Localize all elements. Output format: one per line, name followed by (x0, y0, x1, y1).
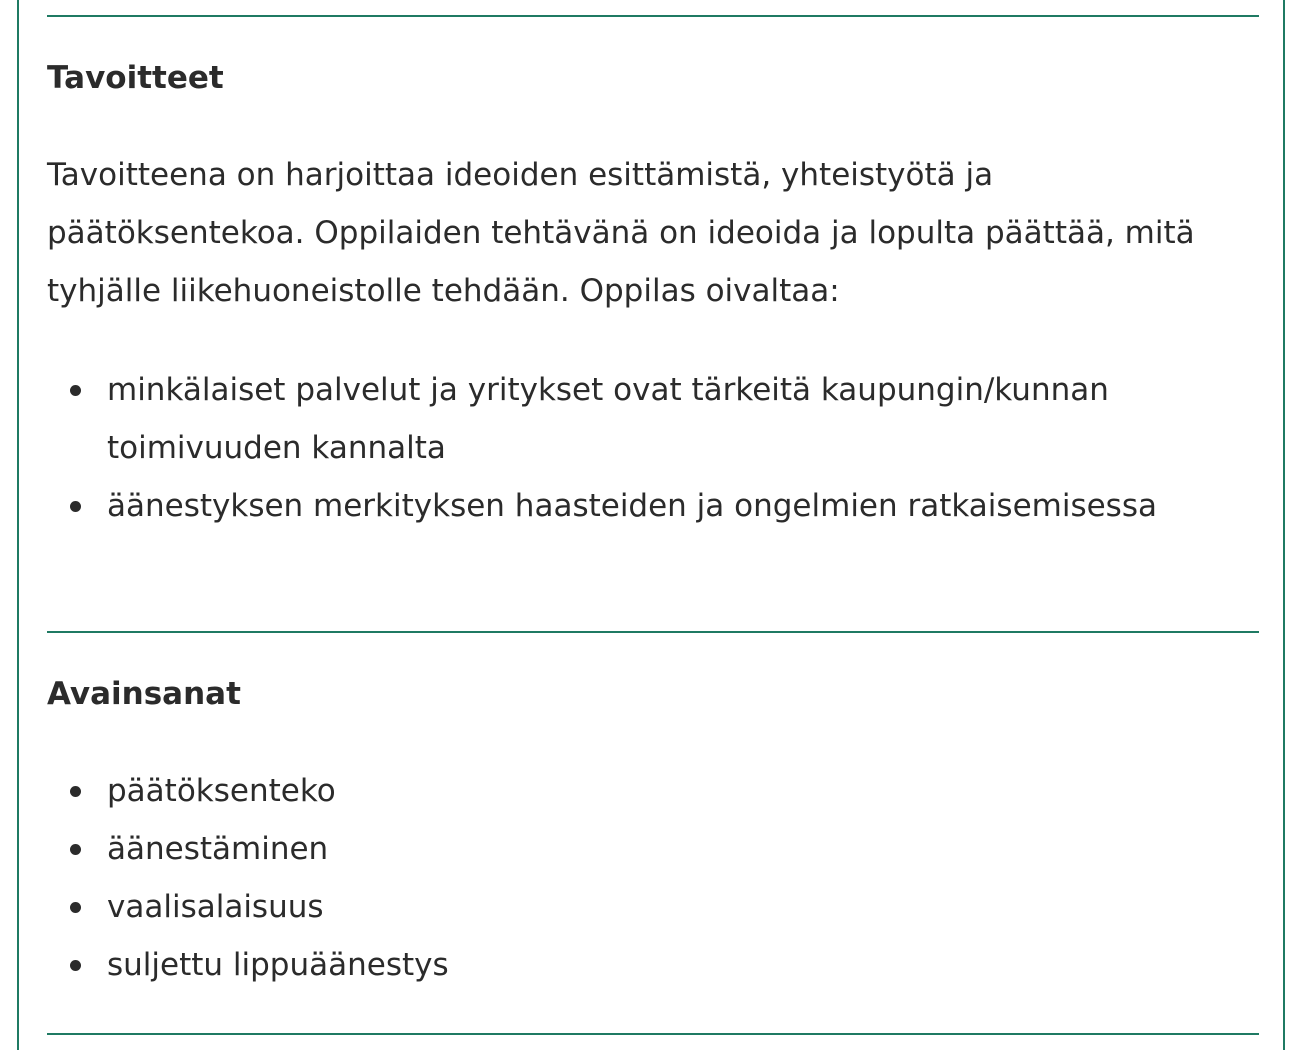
list-item (47, 820, 1259, 878)
list-item-text: vaalisalaisuus (107, 889, 324, 925)
top-divider (47, 15, 1259, 17)
list-item (47, 477, 1259, 535)
bullet-icon (70, 786, 81, 797)
list-item (47, 878, 1259, 936)
list-item (47, 361, 1259, 477)
bullet-icon (70, 960, 81, 971)
list-item-text: äänestäminen (107, 831, 329, 867)
list-item (47, 936, 1259, 994)
keywords-heading: Avainsanat (47, 676, 241, 712)
list-item-text: äänestyksen merkityksen haasteiden ja ongelmien ratkaisemisessa (107, 488, 1157, 524)
goals-heading: Tavoitteet (47, 60, 224, 96)
goals-list (47, 361, 1259, 535)
list-item (47, 762, 1259, 820)
list-item-text: suljettu lippuäänestys (107, 947, 449, 983)
bottom-divider (47, 1033, 1259, 1035)
section-divider (47, 631, 1259, 633)
bullet-icon (70, 902, 81, 913)
goals-paragraph: Tavoitteena on harjoittaa ideoiden esittämistä, yhteistyötä ja päätöksentekoa. Oppilaiden tehtävänä on ideoida ja lopulta päättää, mitä tyhjälle liikehuoneistolle tehdään. Oppilas oivaltaa: (47, 157, 1195, 309)
keywords-list (47, 762, 1259, 994)
list-item-text: minkälaiset palvelut ja yritykset ovat tärkeitä kaupungin/kunnan toimivuuden kannalta (107, 372, 1109, 466)
list-item-text: päätöksenteko (107, 773, 336, 809)
bullet-icon (70, 844, 81, 855)
bullet-icon (70, 501, 81, 512)
bullet-icon (70, 385, 81, 396)
